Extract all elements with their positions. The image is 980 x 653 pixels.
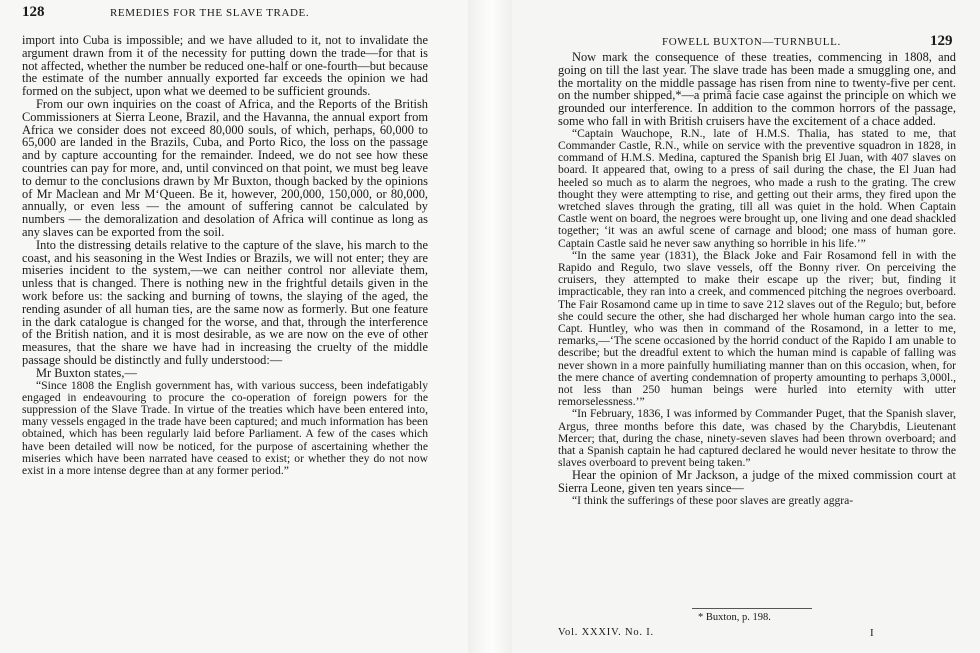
paragraph: Mr Buxton states,— (36, 365, 137, 380)
running-head: FOWELL BUXTON—TURNBULL. (662, 36, 841, 48)
paragraph: import into Cuba is impossible; and we have alluded to it, not to invalidate the argument drawn from it of the necessity for putting down the trade—for that is not affected, whether the number be reduced one-half or one-fourth—but because the estimate of the number annually exported far exceeds the opinion we had formed on the subject, upon what we deemed to be sufficient grounds. (22, 33, 428, 99)
footnote-rule (692, 608, 812, 609)
paragraph: Hear the opinion of Mr Jackson, a judge of the mixed commission court at Sierra Leone, given ten years since— (558, 468, 956, 496)
quotation: “Since 1808 the English government has, with various success, been indefatigably engaged in endeavouring to procure the co-operation of foreign powers for the suppression of the Slave Trade. In virtue of the treaties which have been entered into, many vessels engaged in the trade have been captured; and much information has been obtained, which has been regularly laid before Parliament. A few of the cases which have been detailed will now be noticed, for the purpose of ascertaining whether the miseries which have been narrated have ceased to exist; or whether they do not now exist in a more intense degree than at any former period.” (22, 378, 428, 477)
signature-line: Vol. XXXIV. No. I. (558, 627, 654, 638)
page-number: 129 (930, 33, 953, 49)
quotation: “In the same year (1831), the Black Joke and Fair Rosamond fell in with the Rapido and Regulo, two slave vessels, off the Bonny river. On perceiving the cruisers, they attempted to make their escape up the river; but, finding it impracticable, they ran into a creek, and commenced pitching the negroes overboard. The Fair Rosamond came up in time to save 212 slaves out of the Regulo; but, before she could secure the other, she had discharged her whole human cargo into the sea. Capt. Huntley, who was then in command of the Rosamond, in a letter to me, remarks,—‘The scene occasioned by the horrid conduct of the Rapido I am unable to describe; but the dreadful extent to which the human mind is capable of falling was never shown in a more painfully humiliating manner than on this occasion, when, for the mere chance of averting condemnation of property amounting to perhaps 3,000l., not less than 250 human beings were hurled into eternity with utter remorselessness.’” (558, 248, 956, 409)
body-text (558, 51, 956, 507)
footnote: * Buxton, p. 198. (698, 612, 771, 623)
paragraph: Now mark the consequence of these treaties, commencing in 1808, and going on till the last year. The slave trade has been made a smuggling one, and the mortality on the middle passage has risen from nine to twenty-five per cent. on the number shipped,*—a primâ facie case against the principle on which we grounded our interference. In addition to the common horrors of the passage, some who fall in with British cruisers have the excitement of a chace added. (558, 50, 956, 128)
right-page (512, 0, 980, 653)
signature-mark: I (870, 627, 874, 639)
body-text (22, 34, 428, 477)
quotation: “I think the sufferings of these poor slaves are greatly aggra- (572, 494, 854, 508)
paragraph: From our own inquiries on the coast of Africa, and the Reports of the British Commissioners at Sierra Leone, Brazil, and the Havanna, the annual export from Africa we consider does not exceed 80,000 souls, of which, perhaps, 60,000 to 65,000 are landed in the Brazils, Cuba, and Porto Rico, the loss on the passage and by capture accounting for the remainder. Indeed, we do not see how these countries can pay for more, and, until convinced on that point, we must beg leave to demur to the conclusions drawn by Mr Buxton, though backed by the opinions of Mr Maclean and Mr M‘Queen. Be it, however, 200,000, 150,000, or 80,000, annually, or even less — the amount of suffering cannot be calculated by numbers — the demoralization and desolation of Africa will continue as long as any slaves can be exported from the soil. (22, 96, 428, 239)
quotation: “In February, 1836, I was informed by Commander Puget, that the Spanish slaver, Argus, three months before this date, was chased by the Charybdis, Lieutenant Mercer; that, during the chase, ninety-seven slaves had been thrown overboard; and that a Spanish captain he had captured declared he would never hesitate to throw the slaves overboard to prevent being taken.” (558, 407, 956, 470)
paragraph: Into the distressing details relative to the capture of the slave, his march to the coast, and his seasoning in the West Indies or Brazils, we will not enter; they are miseries incident to the system,—we can neither control nor alleviate them, unless that is changed. There is nothing new in the frightful details given in the work before us: the sacking and burning of towns, the slaying of the aged, the rending asunder of all human ties, are the same now as formerly. But one feature in the dark catalogue is changed for the worse, and that, through the interference of the British nation, and it is most desirable, as we are now on the eve of other measures, that the share we have had in increasing the cruelty of the middle passage should be distinctly and fully understood:— (22, 237, 428, 367)
book-gutter (468, 0, 512, 653)
quotation: “Captain Wauchope, R.N., late of H.M.S. Thalia, has stated to me, that Commander Castle, R.N., while on service with the preventive squadron in 1828, in command of H.M.S. Medina, captured the Spanish brig El Juan, with 407 slaves on board. It appeared that, owing to a press of sail during the chase, the El Juan had heeled so much as to alarm the negroes, who made a rush to the grating. The crew thought they were attempting to rise, and getting out their arms, they fired upon the wretched slaves through the grating, till all was quiet in the hold. When Captain Castle went on board, the negroes were brought up, one living and one dead shackled together; ‘it was an awful scene of carnage and blood; one mass of human gore. Captain Castle said he never saw anything so horrible in his life.’” (558, 126, 956, 250)
left-page (0, 0, 468, 653)
running-head: REMEDIES FOR THE SLAVE TRADE. (110, 7, 310, 19)
page-number: 128 (22, 4, 45, 20)
